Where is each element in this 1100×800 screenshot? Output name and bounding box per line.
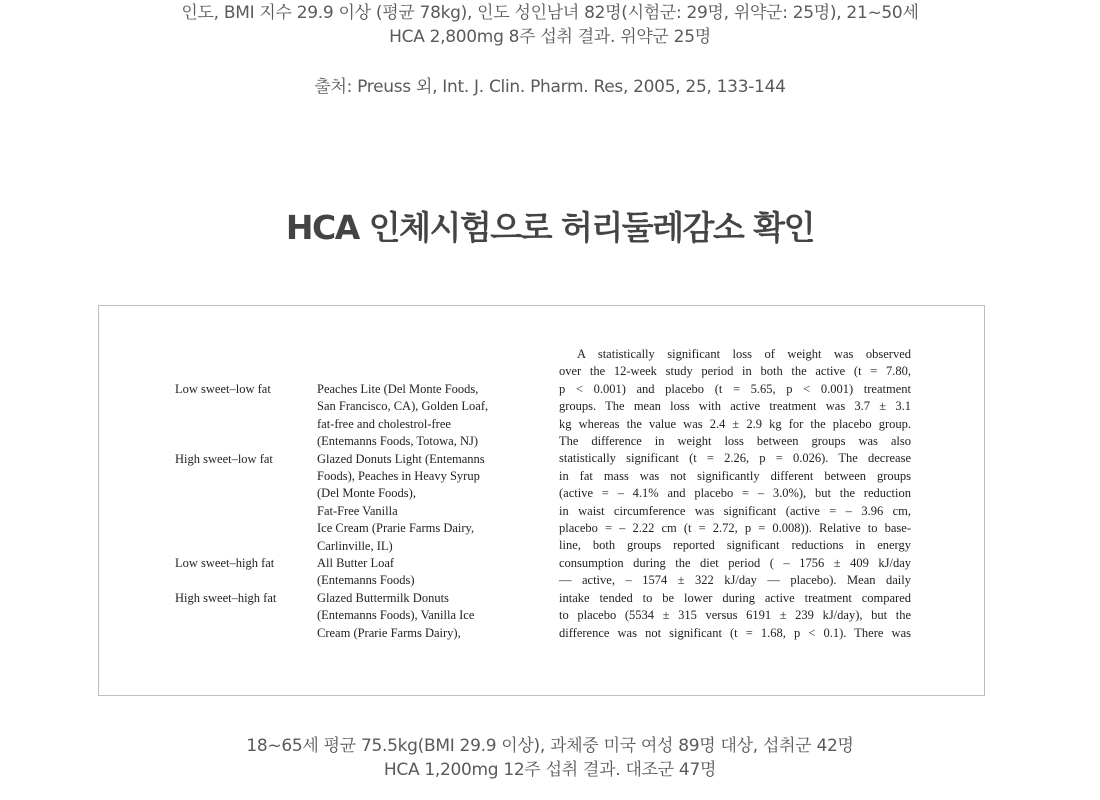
study-text-line: A statistically significant loss of weight was observed bbox=[577, 347, 911, 361]
study-text-line: p < 0.001) and placebo (t = 5.65, p < 0.001) treatment bbox=[559, 381, 911, 396]
bottom-description-line-1: 18~65세 평균 75.5kg(BMI 29.9 이상), 과체중 미국 여성 89명 대상, 섭취군 42명 bbox=[246, 736, 854, 756]
study-text-line: statistically significant (t = 2.26, p = 0.026). The decrease bbox=[559, 451, 911, 466]
food-item-line: San Francisco, CA), Golden Loaf, bbox=[317, 399, 489, 414]
food-category-label: High sweet–high fat bbox=[175, 590, 277, 605]
food-category-label: High sweet–low fat bbox=[175, 451, 273, 466]
top-study-description bbox=[0, 1, 1100, 49]
food-item-line: Glazed Donuts Light (Entemanns bbox=[317, 451, 485, 466]
food-items-cell bbox=[317, 381, 527, 451]
study-text-line: placebo = – 2.22 cm (t = 2.72, p = 0.008)). Relative to base- bbox=[559, 521, 911, 536]
study-text-line: kg whereas the value was 2.4 ± 2.9 kg for the placebo group. bbox=[559, 416, 911, 431]
top-description-line-2: HCA 2,800mg 8주 섭취 결과. 위약군 25명 bbox=[389, 27, 711, 47]
food-item-line: All Butter Loaf bbox=[317, 556, 395, 571]
study-text-line: (active = – 4.1% and placebo = – 3.0%), but the reduction bbox=[559, 486, 911, 501]
food-items-cell bbox=[317, 555, 527, 590]
bottom-description-line-2: HCA 1,200mg 12주 섭취 결과. 대조군 47명 bbox=[383, 760, 717, 780]
food-item-line: Peaches Lite (Del Monte Foods, bbox=[317, 382, 479, 396]
food-table-row bbox=[175, 555, 527, 590]
paper-excerpt-image bbox=[98, 305, 985, 696]
bottom-study-description bbox=[0, 734, 1100, 782]
food-item-line: fat-free and cholestrol-free bbox=[317, 416, 451, 431]
food-item-line: Foods), Peaches in Heavy Syrup bbox=[317, 469, 480, 484]
study-text-line: to placebo (5534 ± 315 versus 6191 ± 239 kJ/day), but the bbox=[559, 608, 911, 623]
food-item-line: (Del Monte Foods), bbox=[317, 486, 416, 501]
study-text-line: — active, – 1574 ± 322 kJ/day — placebo). Mean daily bbox=[559, 573, 911, 588]
food-item-line: Cream (Prarie Farms Dairy), bbox=[317, 625, 461, 640]
food-item-line: Fat-Free Vanilla bbox=[317, 503, 398, 518]
food-item-line: (Entemanns Foods) bbox=[317, 573, 415, 588]
food-table-row bbox=[175, 590, 527, 642]
study-text-line: The difference in weight loss between groups was also bbox=[559, 434, 911, 449]
study-text-line: intake tended to be lower during active treatment compared bbox=[559, 590, 911, 605]
study-text-line: in waist circumference was significant (active = – 3.96 cm, bbox=[559, 503, 911, 518]
food-category-table bbox=[175, 381, 527, 642]
study-text-line: in fat mass was not significantly different between groups bbox=[559, 468, 911, 483]
source-citation: 출처: Preuss 외, Int. J. Clin. Pharm. Res, 2005, 25, 133-144 bbox=[314, 77, 786, 97]
top-description-line-1: 인도, BMI 지수 29.9 이상 (평균 78kg), 인도 성인남녀 82명(시험군: 29명, 위약군: 25명), 21~50세 bbox=[181, 3, 919, 23]
food-item-line: Glazed Buttermilk Donuts bbox=[317, 590, 449, 605]
food-category-label: Low sweet–high fat bbox=[175, 556, 275, 571]
food-table-row bbox=[175, 451, 527, 555]
food-category-label: Low sweet–low fat bbox=[175, 382, 271, 396]
food-table-row bbox=[175, 381, 527, 451]
food-item-line: (Entemanns Foods, Totowa, NJ) bbox=[317, 434, 479, 449]
food-item-line: Carlinville, IL) bbox=[317, 538, 393, 553]
study-text-line: line, both groups reported significant reductions in energy bbox=[559, 538, 911, 553]
study-text-line: consumption during the diet period ( – 1756 ± 409 kJ/day bbox=[559, 555, 911, 570]
section-title: HCA 인체시험으로 허리둘레감소 확인 bbox=[285, 208, 815, 247]
study-results-paragraph bbox=[559, 346, 911, 642]
food-item-line: Ice Cream (Prarie Farms Dairy, bbox=[317, 521, 475, 536]
food-item-line: (Entemanns Foods), Vanilla Ice bbox=[317, 608, 475, 623]
food-items-cell bbox=[317, 451, 527, 555]
study-text-line: groups. The mean loss with active treatment was 3.7 ± 3.1 bbox=[559, 399, 911, 414]
study-text-line: over the 12-week study period in both the active (t = 7.80, bbox=[559, 364, 911, 379]
food-items-cell bbox=[317, 590, 527, 642]
study-text-line: difference was not significant (t = 1.68, p < 0.1). There was bbox=[559, 625, 911, 640]
